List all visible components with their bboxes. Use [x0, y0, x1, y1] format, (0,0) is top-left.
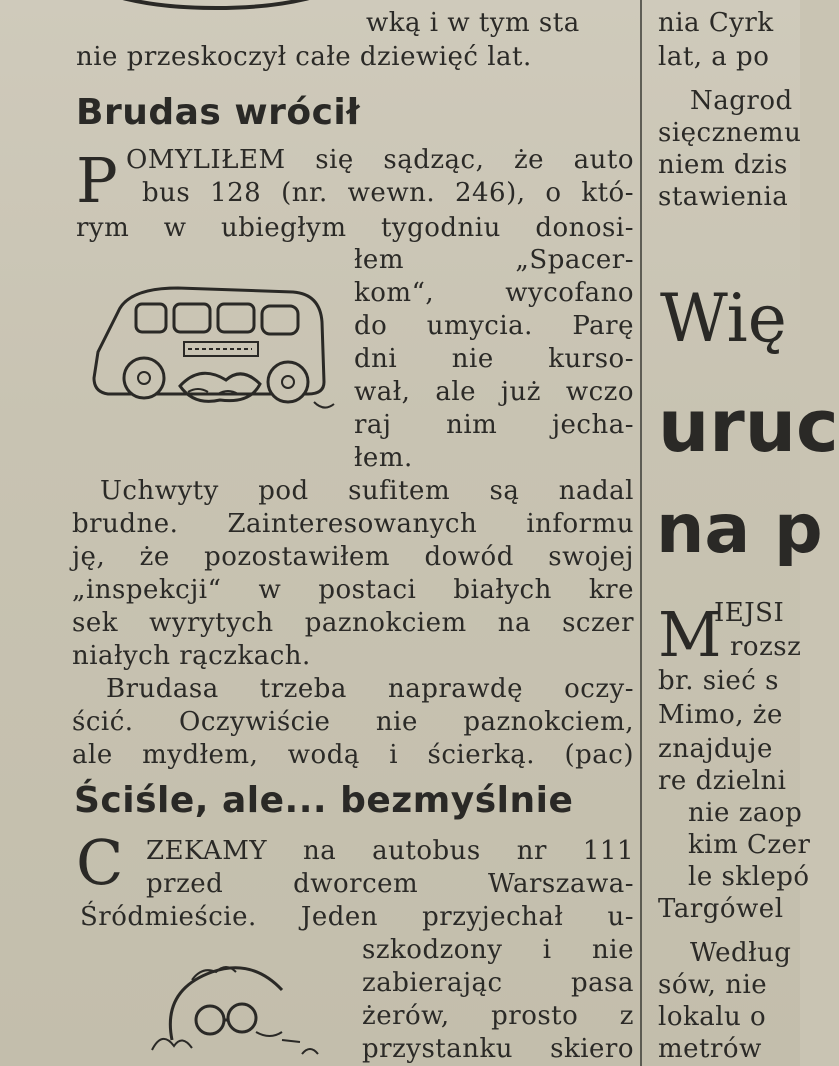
- top-line-2: nie przeskoczył całe dziewięć lat.: [76, 42, 532, 72]
- right-drop-cap: M: [658, 598, 722, 671]
- article1-line: brudne. Zainteresowanych informu: [72, 509, 634, 539]
- article1-line: ścić. Oczywiście nie paznokciem,: [72, 707, 634, 737]
- article1-drop-cap: P: [76, 144, 118, 217]
- right-top-line: Nagrod: [690, 86, 793, 116]
- right-line: le sklepó: [688, 862, 810, 892]
- right-top-line: nia Cyrk: [658, 8, 774, 38]
- right-line: lokalu o: [658, 1002, 767, 1032]
- right-line: nie zaop: [688, 798, 803, 828]
- right-headline-line-1: Wię: [660, 280, 787, 357]
- article2-line: zabierając pasa: [362, 968, 634, 998]
- article1-line: dni nie kurso-: [354, 344, 634, 374]
- article2-line: żerów, prosto z: [362, 1001, 634, 1031]
- cartoon-illustration: [132, 950, 332, 1066]
- top-oval-illustration: [86, 0, 346, 20]
- right-line: sów, nie: [658, 970, 768, 1000]
- right-line: metrów: [658, 1034, 762, 1064]
- article1-line: wał, ale już wczo: [354, 377, 634, 407]
- article1-line: niałych rączkach.: [72, 641, 311, 671]
- left-column: [66, 0, 642, 1066]
- article2-line: przystanku skiero: [362, 1034, 634, 1064]
- right-line: kim Czer: [688, 830, 811, 860]
- article1-line: raj nim jecha-: [354, 410, 634, 440]
- article1-headline: Brudas wrócił: [76, 92, 361, 133]
- article1-line: ale mydłem, wodą i ścierką. (pac): [72, 740, 634, 770]
- right-line: IEJSI: [714, 598, 785, 628]
- right-line: re dzielni: [658, 766, 787, 796]
- right-headline-line-2: uruc: [658, 384, 839, 468]
- article2-line: szkodzony i nie: [362, 935, 634, 965]
- article1-line: łem.: [354, 443, 413, 473]
- right-top-line: sięcznemu: [658, 118, 802, 148]
- article1-line: „inspekcji“ w postaci białych kre: [72, 575, 634, 605]
- article2-line: przed dworcem Warszawa-: [146, 869, 634, 899]
- article1-line: kom“, wycofano: [354, 278, 634, 308]
- top-line-1: wką i w tym sta: [366, 8, 580, 38]
- right-top-line: lat, a po: [658, 42, 770, 72]
- right-top-line: stawienia: [658, 182, 789, 212]
- article1-line: bus 128 (nr. wewn. 246), o któ-: [142, 178, 634, 208]
- bus-illustration: [88, 282, 343, 422]
- article2-line: ZEKAMY na autobus nr 111: [146, 836, 634, 866]
- article1-line: do umycia. Parę: [354, 311, 634, 341]
- article2-headline: Ściśle, ale... bezmyślnie: [74, 780, 574, 821]
- right-line: Targówel: [658, 894, 784, 924]
- right-top-line: niem dzis: [658, 150, 788, 180]
- article1-line: OMYLIŁEM się sądząc, że auto: [126, 145, 634, 175]
- right-headline-line-3: na p: [656, 490, 823, 569]
- article1-line: sek wyrytych paznokciem na sczer: [72, 608, 634, 638]
- article1-line: Uchwyty pod sufitem są nadal: [100, 476, 634, 506]
- right-line: br. sieć s: [658, 666, 779, 696]
- article1-line: ję, że pozostawiłem dowód swojej: [72, 542, 634, 572]
- right-line: Mimo, że: [658, 700, 783, 730]
- article2-line: Śródmieście. Jeden przyjechał u-: [80, 902, 634, 932]
- right-line: rozsz: [730, 632, 802, 662]
- right-column: [650, 0, 839, 1066]
- article1-line: łem „Spacer-: [354, 245, 634, 275]
- article1-line: rym w ubiegłym tygodniu donosi-: [76, 213, 634, 243]
- right-line: Według: [690, 938, 792, 968]
- article2-drop-cap: C: [76, 826, 124, 899]
- right-line: znajduje: [658, 734, 773, 764]
- article1-line: Brudasa trzeba naprawdę oczy-: [106, 674, 634, 704]
